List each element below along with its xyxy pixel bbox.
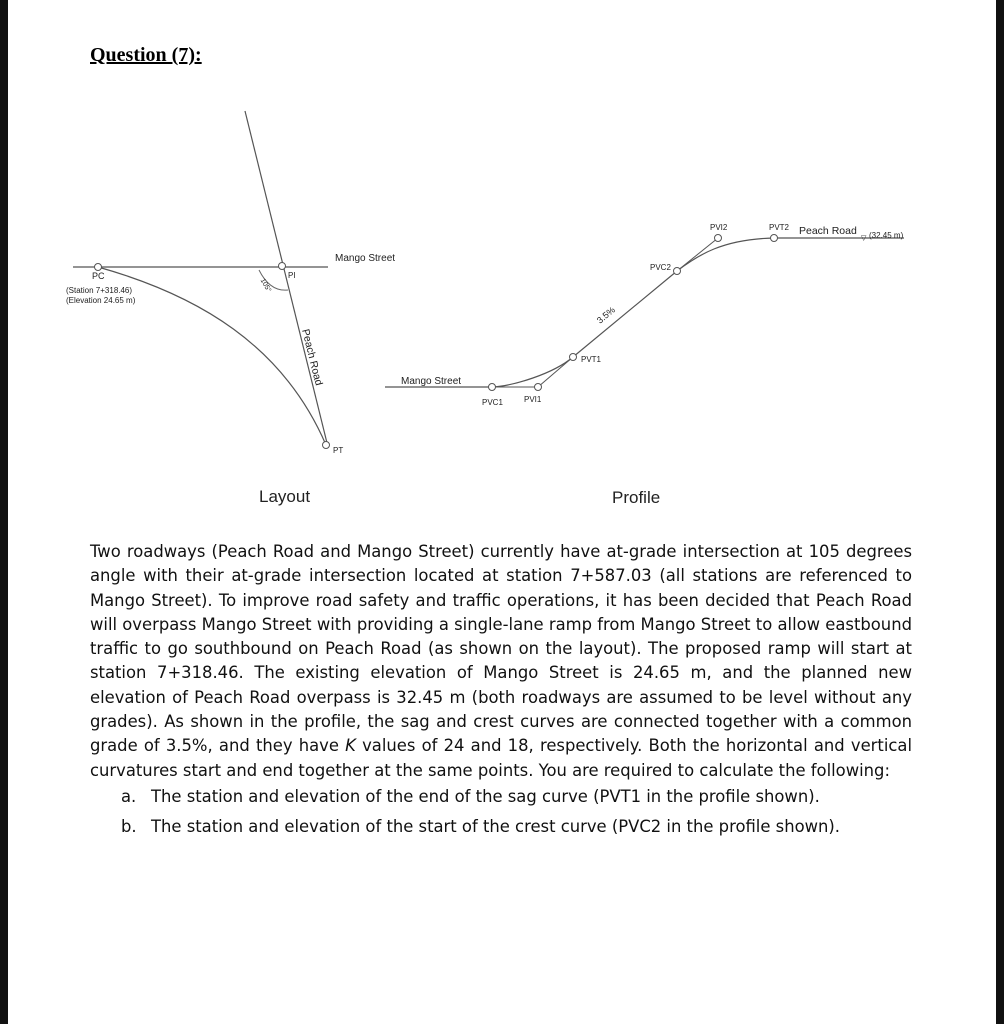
grade-label: 3.5%: [594, 304, 618, 326]
pt-label: PT: [333, 446, 344, 455]
task-item-label: a.: [121, 787, 137, 806]
pt-marker: [323, 442, 330, 449]
problem-text-part-1: Two roadways (Peach Road and Mango Street) currently have at-grade intersection at 105 degrees angle with their at-grade intersection located at station 7+587.03 (all stations are referenced to Mango Street). To improve road safety and traffic operations, it has been decided that Peach Road will overpass Mango Street with providing a single-lane ramp from Mango Street to allow eastbound traffic to go southbound on Peach Road (as shown on the layout). The proposed ramp will start at station 7+318.46. The existing elevation of Mango Street is 24.65 m, and the planned new elevation of Peach Road overpass is 32.45 m (both roadways are assumed to be level without any grades). As shown in the profile, the sag and crest curves are connected together with a common grade of 3.5%, and they have: [90, 542, 912, 756]
pvc1-label: PVC1: [482, 398, 503, 407]
pc-station-label: (Station 7+318.46): [66, 286, 133, 295]
question-title: Question (7):: [90, 44, 202, 66]
profile-line: [492, 238, 904, 387]
task-list: [121, 785, 840, 844]
problem-text-part-2: values of 24 and 18, respectively. Both the horizontal and vertical curvatures start and end together at the same points. You are required to calculate the following:: [90, 736, 912, 780]
profile-diagram: [385, 223, 904, 407]
pvi2-label: PVI2: [710, 223, 728, 232]
layout-profile-diagram: [8, 0, 996, 520]
layout-diagram: [66, 111, 395, 455]
pvc2-label: PVC2: [650, 263, 671, 272]
angle-label: 105°: [258, 277, 272, 294]
pi-marker: [279, 263, 286, 270]
ramp-curve: [98, 267, 326, 445]
pvt2-label: PVT2: [769, 223, 790, 232]
task-item-text: The station and elevation of the start of the crest curve (PVC2 in the profile shown).: [151, 816, 841, 836]
problem-statement: [90, 540, 912, 783]
mango-street-label-layout: Mango Street: [335, 253, 396, 264]
pvi1-label: PVI1: [524, 395, 542, 404]
elevation-marker-icon: ▽: [861, 235, 867, 242]
pvt1-marker: [570, 354, 577, 361]
task-item-text: The station and elevation of the end of the sag curve (PVT1 in the profile shown).: [151, 787, 820, 806]
peach-road-line: [245, 111, 328, 447]
task-item-label: b.: [121, 816, 137, 836]
pvc1-marker: [489, 384, 496, 391]
pvt2-marker: [771, 235, 778, 242]
pvt1-label: PVT1: [581, 355, 602, 364]
k-symbol: K: [345, 736, 356, 756]
task-item-b: [121, 815, 840, 839]
tangent-pvi1-pvt1: [538, 357, 573, 387]
pvi2-marker: [715, 235, 722, 242]
pc-label: PC: [92, 271, 105, 281]
pc-marker: [95, 264, 102, 271]
profile-caption: Profile: [612, 488, 661, 507]
mango-street-label-profile: Mango Street: [401, 376, 462, 387]
pvc2-marker: [674, 268, 681, 275]
peach-road-label-profile: Peach Road: [799, 225, 857, 237]
pi-label: PI: [288, 271, 296, 280]
peach-road-label-layout: Peach Road: [299, 327, 325, 387]
pvi1-marker: [535, 384, 542, 391]
task-item-a: [121, 785, 840, 809]
tangent-pvc2-pvi2: [677, 238, 718, 271]
elevation-label: (32.45 m): [869, 231, 904, 240]
document-page: [8, 0, 996, 1024]
pc-elevation-label: (Elevation 24.65 m): [66, 296, 136, 305]
layout-caption: Layout: [259, 487, 311, 506]
